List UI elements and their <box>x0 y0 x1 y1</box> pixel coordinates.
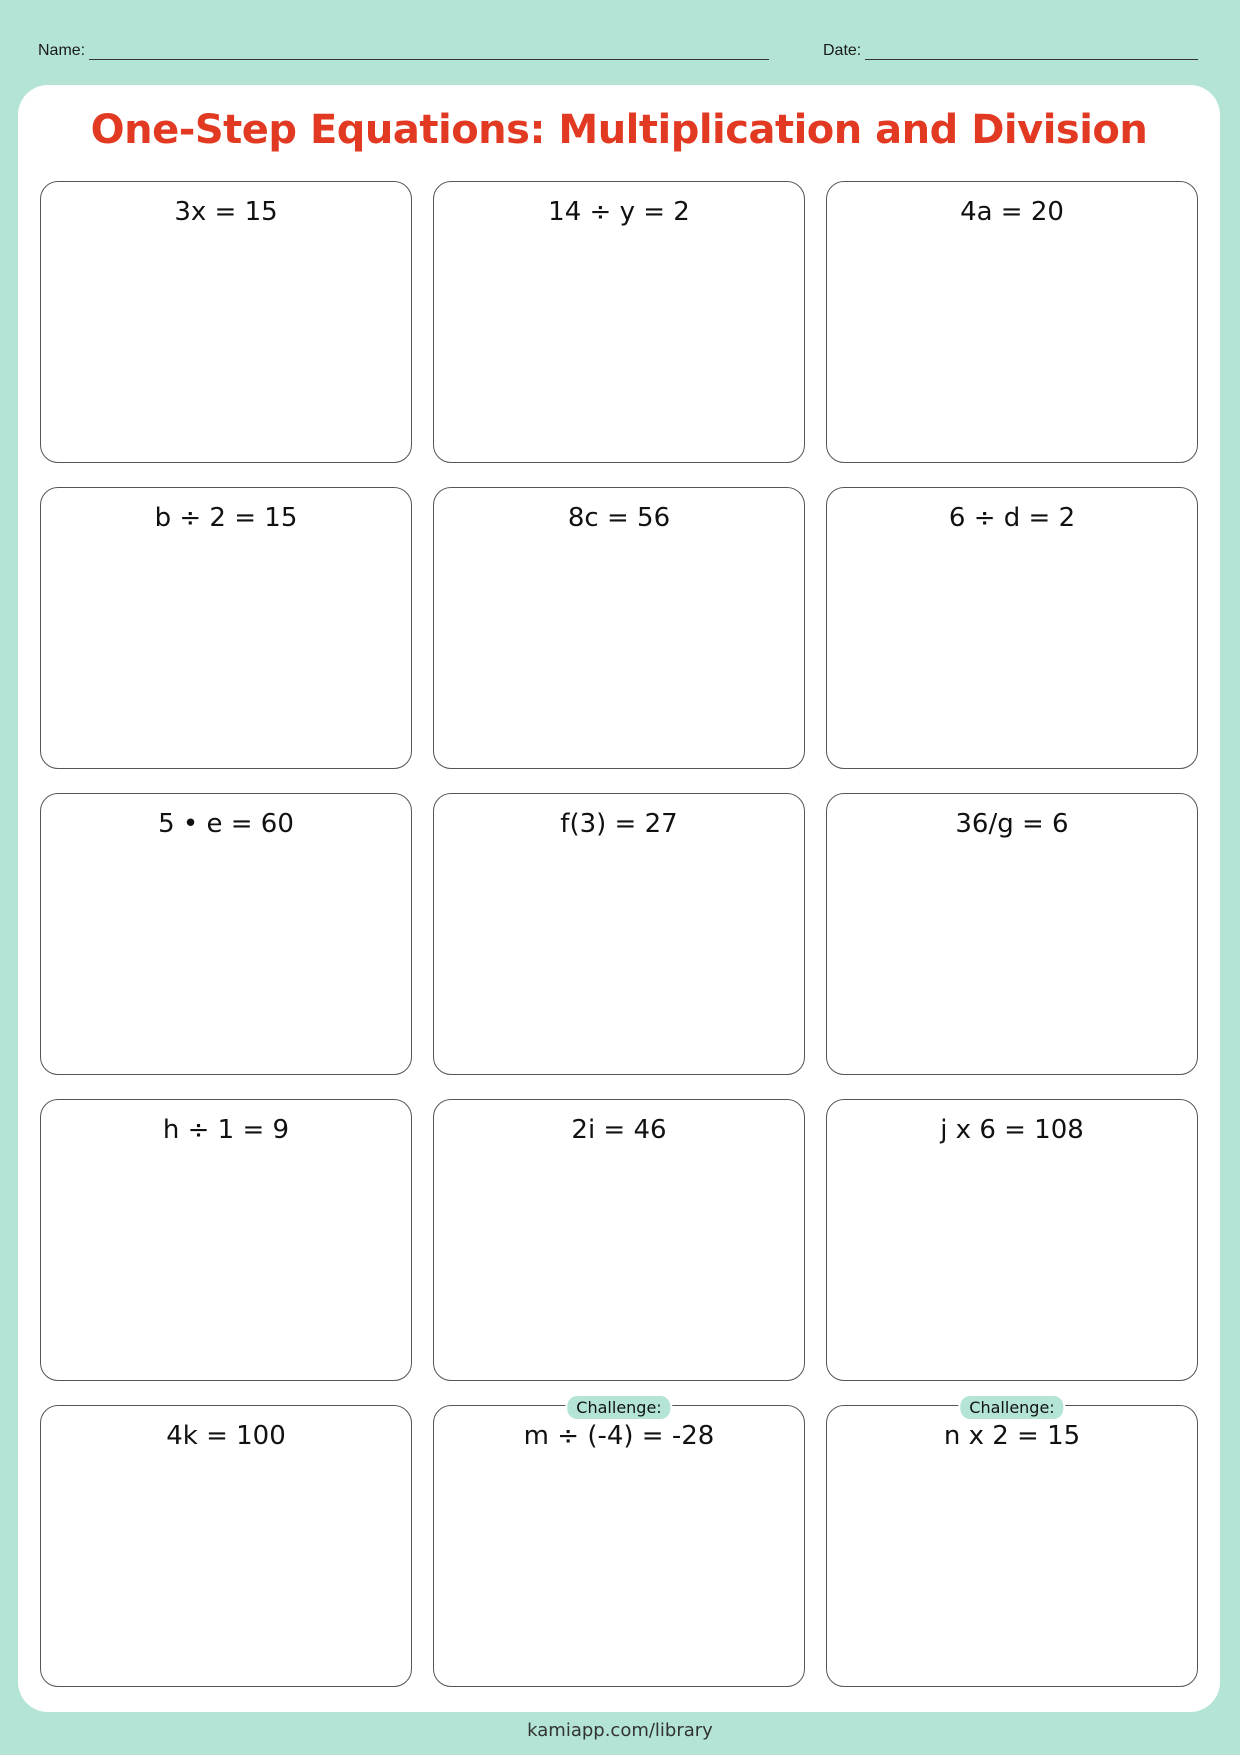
problem-box[interactable] <box>826 487 1198 769</box>
problem-box[interactable] <box>433 793 805 1075</box>
worksheet-card <box>18 85 1220 1712</box>
problem-equation: f(3) = 27 <box>560 809 678 839</box>
problem-equation: n x 2 = 15 <box>943 1421 1081 1451</box>
problem-box[interactable] <box>826 793 1198 1075</box>
problem-equation: 8c = 56 <box>567 503 671 533</box>
problem-box[interactable] <box>826 1099 1198 1381</box>
problem-equation: 4a = 20 <box>960 197 1064 227</box>
problem-box[interactable] <box>40 793 412 1075</box>
problem-equation: 4k = 100 <box>166 1421 286 1451</box>
problem-equation: j x 6 = 108 <box>940 1115 1084 1145</box>
date-field[interactable] <box>823 42 1198 60</box>
problem-box[interactable] <box>433 487 805 769</box>
challenge-problem-box[interactable] <box>433 1398 805 1687</box>
name-label: Name: <box>38 42 86 59</box>
problem-box[interactable] <box>40 181 412 463</box>
footer-url: kamiapp.com/library <box>527 1720 713 1741</box>
name-field[interactable] <box>38 42 769 60</box>
worksheet-title: One-Step Equations: Multiplication and Division <box>90 107 1148 153</box>
problem-equation: 2i = 46 <box>571 1115 667 1145</box>
problem-equation: 3x = 15 <box>174 197 278 227</box>
date-underline[interactable] <box>865 43 1198 60</box>
problem-box[interactable] <box>433 1099 805 1381</box>
problem-equation: 6 ÷ d = 2 <box>948 503 1076 533</box>
problem-box[interactable] <box>40 1099 412 1381</box>
name-underline[interactable] <box>89 43 769 60</box>
challenge-badge: Challenge: <box>958 1394 1065 1421</box>
problem-equation: b ÷ 2 = 15 <box>154 503 298 533</box>
date-label: Date: <box>823 42 862 59</box>
challenge-badge: Challenge: <box>565 1394 672 1421</box>
problem-equation: h ÷ 1 = 9 <box>162 1115 290 1145</box>
problem-equation: 14 ÷ y = 2 <box>548 197 690 227</box>
problem-equation: m ÷ (-4) = -28 <box>523 1421 715 1451</box>
problem-equation: 5 • e = 60 <box>158 809 294 839</box>
challenge-problem-box[interactable] <box>826 1398 1198 1687</box>
problem-box[interactable] <box>826 181 1198 463</box>
problem-box[interactable] <box>433 181 805 463</box>
problem-box[interactable] <box>40 487 412 769</box>
problem-box[interactable] <box>40 1405 412 1687</box>
problem-equation: 36/g = 6 <box>955 809 1069 839</box>
